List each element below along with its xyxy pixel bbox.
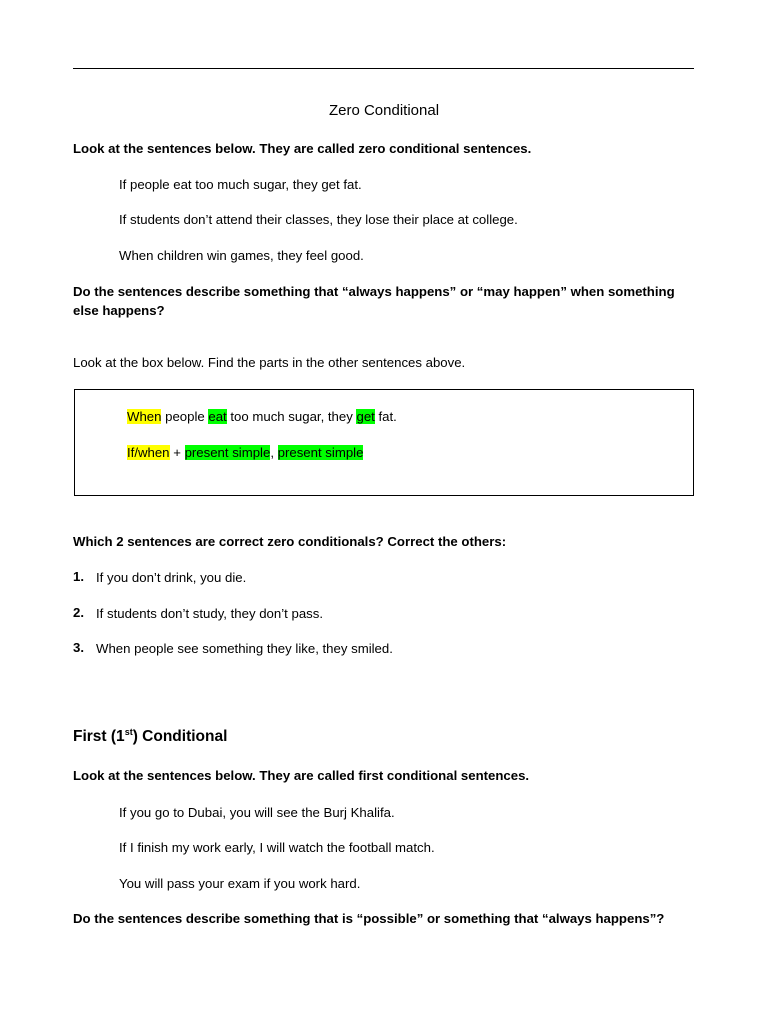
first-intro: Look at the sentences below. They are called first conditional sentences. [73, 768, 530, 783]
first-conditional-heading [73, 728, 227, 746]
highlight-get: get [356, 409, 375, 424]
box-text: , [270, 445, 278, 460]
box-text: fat. [374, 409, 397, 424]
box-example-sentence [127, 409, 397, 424]
zero-intro: Look at the sentences below. They are called zero conditional sentences. [73, 141, 532, 156]
box-formula [127, 445, 363, 460]
item-number-1: 1. [73, 569, 84, 584]
highlight-when: When [127, 409, 162, 424]
heading-part: First (1 [73, 728, 125, 745]
box-text: people [161, 409, 209, 424]
item-text-3: When people see something they like, they smiled. [96, 641, 393, 656]
zero-example-1: If people eat too much sugar, they get fat. [119, 177, 362, 192]
first-example-3: You will pass your exam if you work hard. [119, 876, 361, 891]
heading-part: ) Conditional [132, 728, 228, 745]
item-number-3: 3. [73, 640, 84, 655]
zero-task: Which 2 sentences are correct zero conditionals? Correct the others: [73, 534, 507, 549]
first-example-2: If I finish my work early, I will watch the football match. [119, 840, 435, 855]
zero-conditional-title: Zero Conditional [328, 102, 440, 119]
highlight-present-simple-1: present simple [184, 445, 271, 460]
box-text: + [169, 445, 185, 460]
zero-instruction: Look at the box below. Find the parts in the other sentences above. [73, 355, 466, 370]
highlight-eat: eat [208, 409, 227, 424]
item-text-1: If you don’t drink, you die. [96, 570, 247, 585]
first-example-1: If you go to Dubai, you will see the Burj Khalifa. [119, 805, 395, 820]
box-text: too much sugar, they [226, 409, 357, 424]
highlight-present-simple-2: present simple [277, 445, 364, 460]
item-text-2: If students don’t study, they don’t pass. [96, 606, 324, 621]
formula-box [74, 389, 694, 496]
zero-question: Do the sentences describe something that “always happens” or “may happen” when something else happens? [73, 284, 675, 318]
header-rule [73, 68, 694, 69]
zero-example-2: If students don’t attend their classes, they lose their place at college. [119, 212, 518, 227]
first-question: Do the sentences describe something that is “possible” or something that “always happens”? [73, 911, 665, 926]
item-number-2: 2. [73, 605, 84, 620]
highlight-ifwhen: If/when [127, 445, 170, 460]
heading-superscript: st [124, 726, 133, 737]
zero-example-3: When children win games, they feel good. [119, 248, 364, 263]
